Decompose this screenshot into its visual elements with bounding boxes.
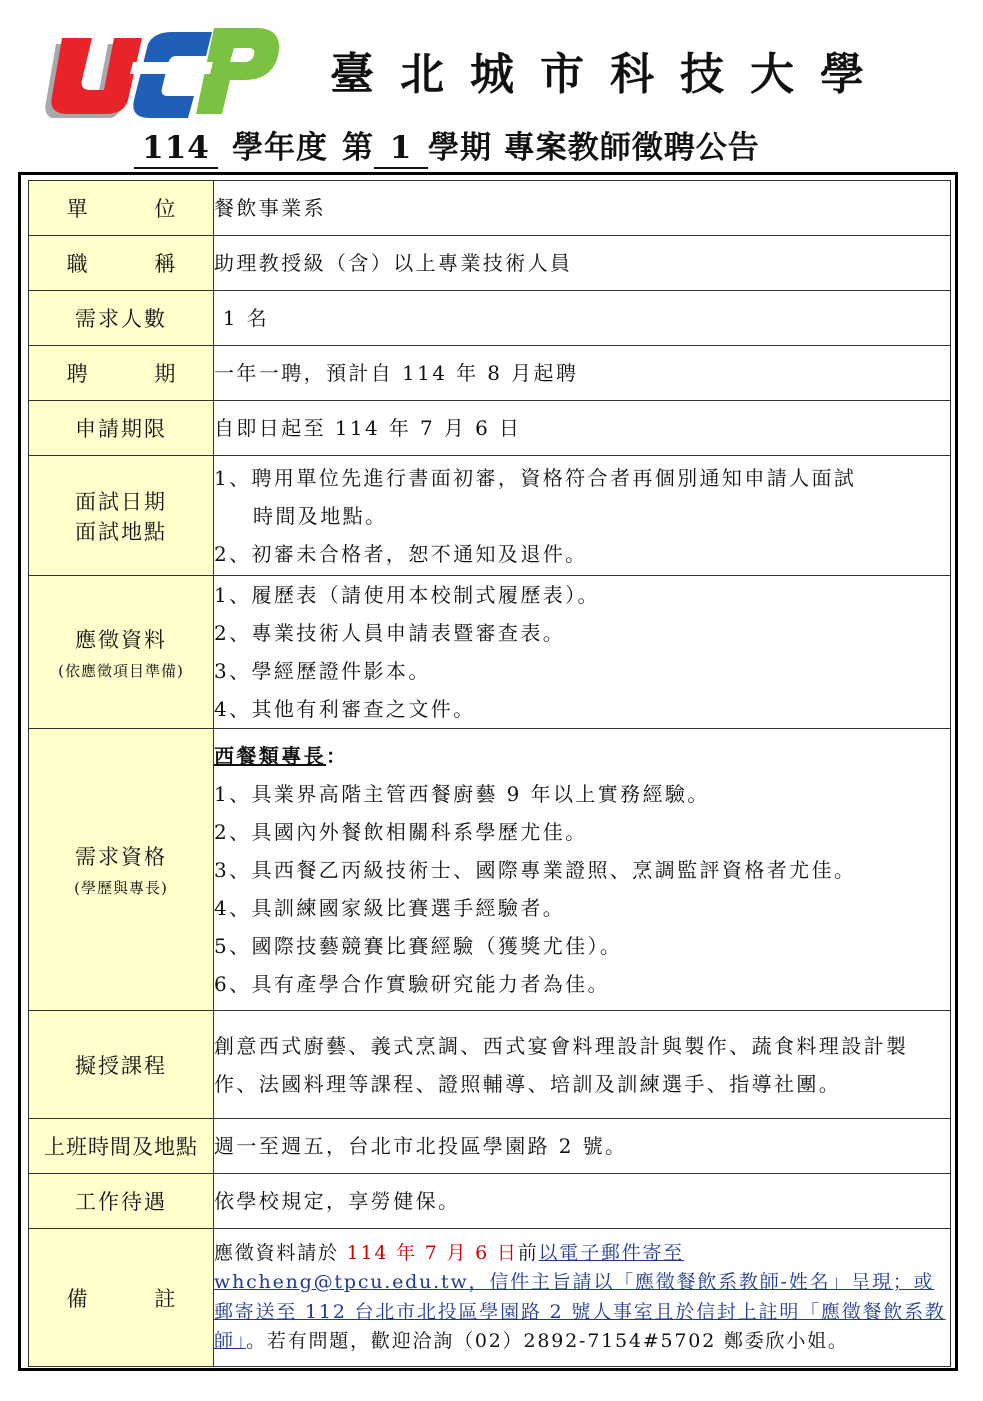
row-documents (29, 576, 951, 729)
title-year-suffix: 學年度 (232, 130, 328, 166)
label-documents-sub: (依應徵項目準備) (58, 661, 184, 680)
row-remarks (29, 1229, 951, 1367)
label-title: 職 稱 (29, 236, 214, 291)
label-documents (29, 576, 214, 729)
label-documents-main: 應徵資料 (75, 627, 167, 652)
list-item: 1、聘用單位先進行書面初審，資格符合者再個別通知申請人面試 (214, 465, 857, 490)
value-courses: 創意西式廚藝、義式烹調、西式宴會料理設計與製作、蔬食料理設計製作、法國料理等課程、證照輔導、培訓及訓練選手、指導社團。 (214, 1011, 951, 1119)
row-title (29, 236, 951, 291)
label-unit: 單 位 (29, 181, 214, 236)
value-openings: 1 名 (214, 291, 951, 346)
list-item: 2、初審未合格者，恕不通知及退件。 (214, 541, 588, 566)
qualifications-heading-colon: ： (326, 743, 349, 768)
title-semester: 1 (374, 131, 428, 169)
list-item: 6、具有產學合作實驗研究能力者為佳。 (214, 971, 610, 996)
notice-title (134, 122, 760, 169)
remarks-text-1: 應徵資料請於 (214, 1241, 347, 1264)
title-year: 114 (134, 131, 218, 169)
label-courses: 擬授課程 (29, 1011, 214, 1119)
school-name: 臺北城市科技大學 (330, 49, 890, 100)
label-term: 聘 期 (29, 346, 214, 401)
value-remarks (214, 1229, 951, 1367)
list-item: 3、學經歷證件影本。 (214, 659, 431, 683)
value-qualifications (214, 729, 951, 1011)
value-documents (214, 576, 951, 729)
remarks-contact-instructions[interactable]: 以電子郵件寄至 whcheng@tpcu.edu.tw，信件主旨請以「應徵餐飲系教師-姓名」呈現；或郵寄送至 112 台北市北投區學園路 2 號人事室且於信封上註明「應徵餐飲系教師」 (214, 1241, 946, 1352)
row-unit (29, 181, 951, 236)
label-qualifications-sub: (學歷與專長) (74, 879, 168, 897)
row-hours (29, 1119, 951, 1174)
list-item: 4、其他有利審查之文件。 (214, 697, 476, 721)
label-qualifications (29, 729, 214, 1011)
label-benefits: 工作待遇 (29, 1174, 214, 1229)
list-item: 3、具西餐乙丙級技術士、國際專業證照、烹調監評資格者尤佳。 (214, 857, 857, 882)
label-deadline: 申請期限 (29, 401, 214, 456)
list-item: 2、專業技術人員申請表暨審查表。 (214, 621, 566, 645)
ucp-logo-graphic (44, 18, 284, 118)
recruitment-table (28, 180, 951, 1367)
row-openings (29, 291, 951, 346)
label-hours: 上班時間及地點 (29, 1119, 214, 1174)
title-sem-prefix: 第 (342, 130, 374, 166)
label-interview (29, 456, 214, 576)
value-term: 一年一聘，預計自 114 年 8 月起聘 (214, 346, 951, 401)
label-interview-date: 面試日期 (75, 489, 167, 514)
list-item: 4、具訓練國家級比賽選手經驗者。 (214, 895, 566, 920)
qualifications-heading-line (214, 737, 950, 775)
list-item: 時間及地點。 (253, 503, 388, 528)
row-courses (29, 1011, 951, 1119)
value-benefits: 依學校規定，享勞健保。 (214, 1174, 951, 1229)
label-interview-place: 面試地點 (75, 519, 167, 544)
value-deadline: 自即日起至 114 年 7 月 6 日 (214, 401, 951, 456)
label-openings: 需求人數 (29, 291, 214, 346)
label-remarks: 備 註 (29, 1229, 214, 1367)
list-item: 1、履歷表（請使用本校制式履歷表）。 (214, 583, 600, 607)
row-qualifications (29, 729, 951, 1011)
row-interview (29, 456, 951, 576)
remarks-text-3: 。若有問題，歡迎洽詢（02）2892-7154#5702 鄭委欣小姐。 (246, 1329, 849, 1352)
label-qualifications-main: 需求資格 (75, 845, 167, 869)
row-benefits (29, 1174, 951, 1229)
title-rest: 學期 專案教師徵聘公告 (428, 130, 760, 166)
remarks-text-2: 前 (517, 1241, 539, 1264)
list-item: 5、國際技藝競賽比賽經驗（獲獎尤佳）。 (214, 933, 623, 958)
qualifications-heading: 西餐類專長 (214, 743, 326, 768)
school-logo (44, 18, 284, 118)
value-unit: 餐飲事業系 (214, 181, 951, 236)
value-title: 助理教授級（含）以上專業技術人員 (214, 236, 951, 291)
row-term (29, 346, 951, 401)
value-hours: 週一至週五，台北市北投區學園路 2 號。 (214, 1119, 951, 1174)
list-item: 2、具國內外餐飲相關科系學歷尤佳。 (214, 819, 588, 844)
value-interview (214, 456, 951, 576)
remarks-deadline-date: 114 年 7 月 6 日 (346, 1241, 518, 1264)
row-deadline (29, 401, 951, 456)
list-item: 1、具業界高階主管西餐廚藝 9 年以上實務經驗。 (214, 781, 710, 806)
